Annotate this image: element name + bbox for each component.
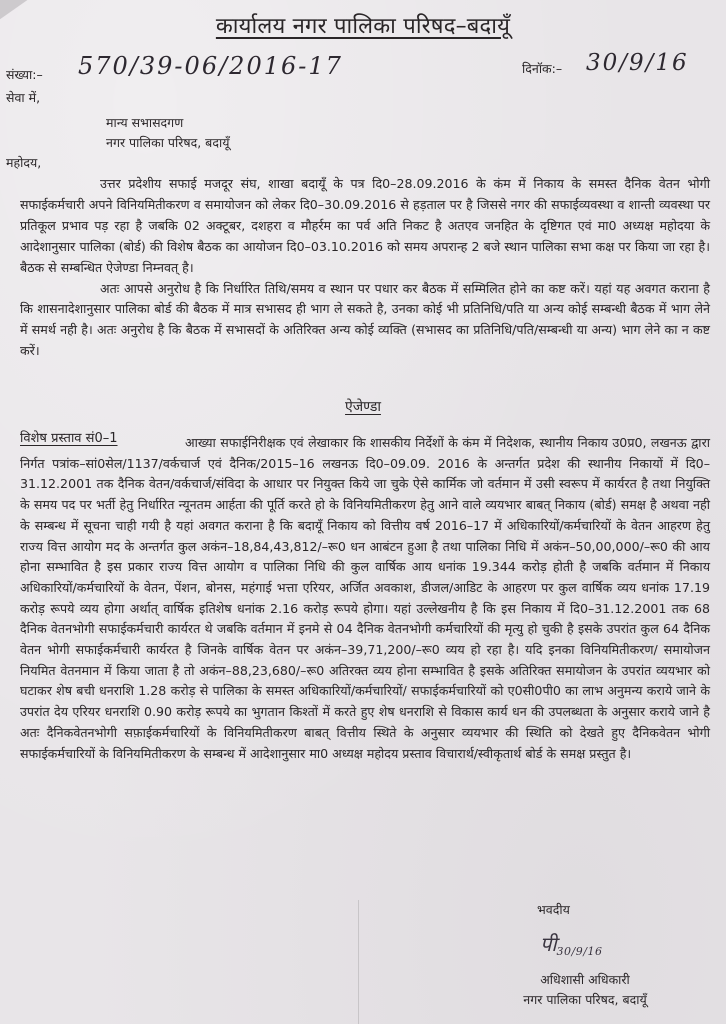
- body-paragraph-2: अतः आपसे अनुरोध है कि निर्धारित तिथि/समय व स्थान पर पधार कर बैठक में सम्मिलित होने का कष्ट करें। यहां यह अवगत कराना है कि शासनादेशानुसार पालिका बोर्ड की बैठक में मात्र सभासद ही भाग ले सकते है, उनका कोई भी प्रतिनिधि/पति या अन्य कोई सम्बन्धी बैठक में भाग लेने में समर्थ नही है। अतः अनुरोध है कि बैठक में सभासदों के अतिरिक्त अन्य कोई व्यक्ति (सभासद का प्रतिनिधि/पति/सम्बन्धी या अन्य) भाग लेने का न कष्ट करें।: [20, 280, 710, 359]
- handwritten-signature: [540, 930, 602, 958]
- date-handwritten: 30/9/16: [586, 50, 689, 76]
- closing-yours-faithfully: भवदीय: [537, 902, 570, 917]
- office-title: कार्यालय नगर पालिका परिषद–बदायूँ: [215, 14, 511, 39]
- addressee-line-2: नगर पालिका परिषद, बदायूँ: [106, 135, 230, 150]
- reference-label: संख्या:–: [6, 67, 43, 82]
- body-paragraph-1: उत्तर प्रदेशीय सफाई मजदूर संघ, शाखा बदायूँ के पत्र दि0–28.09.2016 के कंम में निकाय के समस्त दैनिक वेतन भोगी सफाईकर्मचारी अपने विनियमितीकरण व समायोजन को लेकर दि0–30.09.2016 से हड़ताल पर है जिससे नगर की सफाईव्यवस्था व शान्ती व्यवस्था पर प्रतिकूल प्रभाव पड़ रहा है जबकि 02 अक्टूबर, दशहरा व मौहर्रम का पर्व अति निकट है अतएव जनहित के दृष्टिगत एवं मा0 अध्यक्ष महोदया के आदेशानुसार पालिका (बोर्ड) की विशेष बैठक का आयोजन दि0–03.10.2016 को समय अपरान्ह 2 बजे स्थान पालिका सभा कक्ष पर किया जा रहा है। बैठक से सम्बन्धित ऐजेण्डा निम्नवत् है।: [20, 176, 710, 275]
- proposal-label: विशेष प्रस्ताव सं0–1: [20, 431, 118, 446]
- proposal-body: [20, 433, 710, 764]
- office-header: [0, 10, 726, 40]
- proposal-text: आख्या सफाईनिरीक्षक एवं लेखाकार कि शासकीय निर्देशों के कंम में निदेशक, स्थानीय निकाय उ0प्र0, लखनऊ द्वारा निर्गत पत्रांक–सां0सेल/1137/वर्कचार्ज एवं दैनिक/2015–16 लखनऊ दि0–09.09. 2016 के अन्तर्गत प्रदेश की स्थानीय निकायों में दि0–31.12.2001 तक दैनिक वेतन/वर्कचार्ज/संविदा के आधार पर नियुक्त किये जा चुके ऐसे कार्मिक जो वर्तमान में उसी स्वरूप में कार्यरत है तथा नियुक्ति के समय पद पर भर्ती हेतु निर्धारित न्यूनतम आर्हता की पूर्ति करते हो के विनियमितीकरण हेतु आने वाले व्ययभार बाबत् निकाय (बोर्ड) समक्ष है अथवा नही के सम्बन्ध में सूचना चाही गयी है यहां अवगत कराना है कि बदायूँ निकाय को वित्तीय वर्ष 2016–17 में अधिकारियों/कर्मचारियों के वेतन आहरण हेतु राज्य वित्त आयोग मद के अन्तर्गत कुल अकंन–18,84,43,812/–रू0 धन आबंटन हुआ है तथा पालिका निधि में अकंन–50,00,000/–रू0 की आय होना सम्भावित है इस प्रकार राज्य वित्त आयोग व पालिका निधि की कुल वार्षिक आय धनांक 19.344 करोड़ होती है जबकि वर्तमान में निकाय अधिकारियों/कर्मचारियों के वेतन, पेंशन, बोनस, महंगाई भत्ता एरियर, अर्जित अवकाश, डीजल/आडिट के आहरण पर कुल वार्षिक व्यय धनांक 17.19 करोड़ रूपये व्यय होगा अर्थात् वार्षिक इतिशेष धनांक 2.16 करोड़ रूपये होगा। यहां उल्लेखनीय है कि इस निकाय में दि0–31.12.2001 तक 68 दैनिक वेतनभोगी सफाईकर्मचारी कार्यरत थे जबकि वर्तमान में इनमे से 04 दैनिक वेतनभोगी कर्मचारियों की मृत्यु हो चुकी है इसके उपरांत कुल 64 दैनिक वेतन भोगी सफाईकर्मचारी कार्यरत है जिनके वार्षिक वेतन पर अकंन–39,71,200/–रू0 व्यय हो रहा है। यदि इनका विनियमितीकरण/ समायोजन नियमित वेतनमान में किया जाता है तो अकंन–88,23,680/–रू0 अतिरक्त व्यय होना सम्भावित है इसके अतिरिक्त समायोजन के उपरांत व्ययभार को घटाकर शेष बची धनराशि 1.28 करोड़ से पालिका के समस्त अधिकारियों/कर्मचारियों/ सफाईकर्मचारियों को ए0सी0पी0 का लाभ अनुमन्य कराये जाने के उपरांत देय एरियर धनराशि 0.90 करोड़ रूपये का भुगतान किश्तों में करते हुए शेष धनराशि से विकास कार्य धन की उपलब्धता के अनुसार कराये जाने है अतः दैनिकवेतनभोगी सफ़ाईकर्मचारियों के विनियमितीकरण बाबत् वित्तीय स्थिते के अनुसार व्ययभार की स्थिति को देखते हुए दैनिकवेतन भोगी सफाईकर्मचारियों के विनियमितीकरण के सम्बन्ध में आदेशानुसार मा0 अध्यक्ष महोदय प्रस्ताव विचारार्थ/स्वीकृतार्थ बोर्ड के समक्ष प्रस्तुत है।: [20, 435, 710, 761]
- addressee-block: [106, 113, 229, 153]
- agenda-heading-text: ऐजेण्डा: [345, 399, 381, 415]
- page-fold-line: [358, 900, 359, 1024]
- signature-initials: पी: [540, 932, 557, 956]
- to-label: सेवा में,: [6, 90, 41, 105]
- signatory-office: नगर पालिका परिषद, बदायूँ: [523, 992, 647, 1007]
- signatory-block: [460, 970, 710, 1010]
- salutation: महोदय,: [6, 155, 42, 170]
- addressee-line-1: मान्य सभासदगण: [106, 115, 184, 130]
- date-label: दिनॉक:–: [522, 61, 563, 76]
- letter-body: [20, 174, 710, 362]
- signature-date: 30/9/16: [556, 945, 603, 958]
- signatory-designation: अधिशासी अधिकारी: [540, 972, 630, 987]
- agenda-heading: [0, 397, 726, 416]
- reference-number-handwritten: 570/39-06/2016-17: [78, 52, 343, 80]
